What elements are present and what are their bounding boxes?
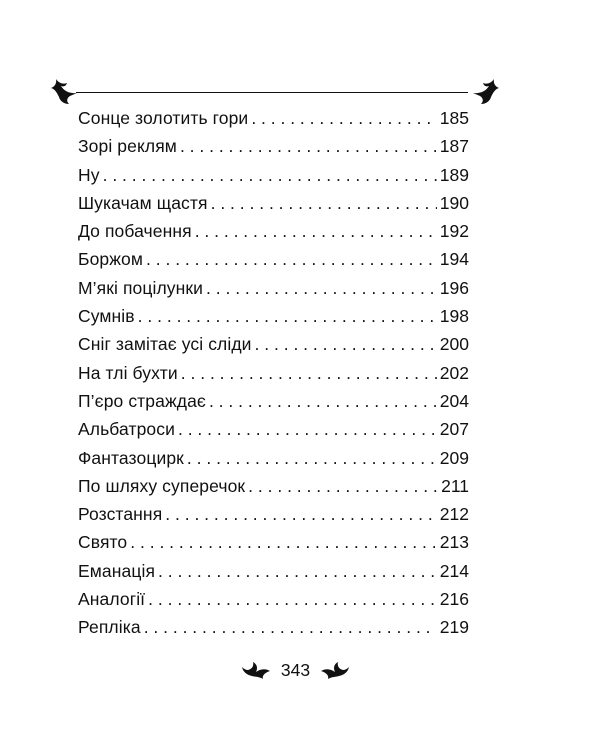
toc-entry-title: По шляху суперечок: [78, 475, 246, 496]
toc-entry-title: На тлі бухти: [78, 362, 178, 383]
toc-leader-dots: [248, 472, 438, 500]
toc-entry[interactable]: [78, 330, 469, 358]
toc-entry[interactable]: [78, 500, 469, 528]
toc-leader-dots: [181, 359, 437, 387]
toc-entry[interactable]: [78, 444, 469, 472]
toc-leader-dots: [206, 274, 437, 302]
toc-leader-dots: [103, 161, 437, 189]
toc-entry-title: Фантазоцирк: [78, 447, 184, 468]
toc-entry[interactable]: [78, 217, 469, 245]
toc-leader-dots: [187, 444, 437, 472]
toc-entry[interactable]: [78, 557, 469, 585]
top-rule: [76, 92, 468, 93]
toc-leader-dots: [148, 585, 437, 613]
toc-entry[interactable]: [78, 302, 469, 330]
toc-leader-dots: [158, 557, 437, 585]
toc-entry-page: 209: [439, 447, 469, 468]
toc-entry-title: Альбатроси: [78, 419, 175, 440]
toc-entry[interactable]: [78, 132, 469, 160]
bird-ornament-icon: [320, 659, 350, 681]
toc-leader-dots: [195, 217, 437, 245]
toc-entry-page: 219: [439, 617, 469, 638]
toc-entry-page: 212: [439, 504, 469, 525]
toc-entry-page: 214: [439, 560, 469, 581]
toc-entry-page: 200: [439, 334, 469, 355]
toc-leader-dots: [211, 189, 437, 217]
toc-entry[interactable]: [78, 359, 469, 387]
toc-entry[interactable]: [78, 189, 469, 217]
toc-entry[interactable]: [78, 274, 469, 302]
toc-entry-title: Розстання: [78, 504, 163, 525]
toc-leader-dots: [178, 415, 437, 443]
toc-leader-dots: [251, 104, 436, 132]
toc-entry-page: 204: [439, 390, 469, 411]
toc-entry-page: 192: [439, 221, 469, 242]
toc-entry[interactable]: [78, 387, 469, 415]
toc-entry-title: До побачення: [78, 221, 192, 242]
toc-leader-dots: [255, 330, 437, 358]
toc-entry-page: 216: [439, 589, 469, 610]
toc-entry[interactable]: [78, 161, 469, 189]
toc-entry-page: 189: [439, 164, 469, 185]
page-number: 343: [280, 659, 311, 680]
toc-entry[interactable]: [78, 415, 469, 443]
toc-entry[interactable]: [78, 245, 469, 273]
toc-entry-page: 202: [439, 362, 469, 383]
toc-entry-page: 190: [439, 192, 469, 213]
table-of-contents: [78, 104, 469, 642]
toc-entry-page: 185: [439, 108, 469, 128]
toc-leader-dots: [165, 500, 437, 528]
toc-entry-title: Ну: [78, 164, 100, 185]
toc-entry-title: Еманація: [78, 560, 156, 581]
bird-ornament-icon: [241, 659, 271, 681]
toc-entry-title: Боржом: [78, 249, 144, 270]
toc-leader-dots: [130, 528, 437, 556]
toc-entry-page: 187: [439, 136, 469, 157]
toc-leader-dots: [138, 302, 437, 330]
toc-entry-page: 194: [439, 249, 469, 270]
swallow-ornament-icon: [50, 76, 80, 106]
toc-entry-title: П’єро страждає: [78, 390, 206, 411]
toc-entry-title: Шукачам щастя: [78, 192, 208, 213]
toc-entry-page: 213: [439, 532, 469, 553]
page-footer: [0, 654, 591, 686]
toc-entry-title: Сонце золотить гори: [78, 108, 249, 128]
toc-entry-title: Зорі реклям: [78, 136, 177, 157]
toc-entry-page: 207: [439, 419, 469, 440]
toc-leader-dots: [180, 132, 437, 160]
toc-entry[interactable]: [78, 528, 469, 556]
toc-leader-dots: [144, 613, 437, 641]
toc-entry[interactable]: [78, 104, 469, 132]
toc-entry-title: М’які поцілунки: [78, 277, 204, 298]
toc-entry-page: 196: [439, 277, 469, 298]
toc-entry-title: Свято: [78, 532, 128, 553]
toc-entry-title: Сумнів: [78, 306, 135, 327]
toc-entry-page: 211: [441, 475, 469, 496]
toc-entry-title: Аналогії: [78, 589, 146, 610]
toc-entry[interactable]: [78, 472, 469, 500]
toc-entry-page: 198: [439, 306, 469, 327]
toc-entry-title: Репліка: [78, 617, 141, 638]
toc-entry[interactable]: [78, 613, 469, 641]
swallow-ornament-icon: [470, 76, 500, 106]
toc-leader-dots: [209, 387, 437, 415]
toc-leader-dots: [146, 245, 437, 273]
toc-entry[interactable]: [78, 585, 469, 613]
toc-entry-title: Сніг замітає усі сліди: [78, 334, 252, 355]
